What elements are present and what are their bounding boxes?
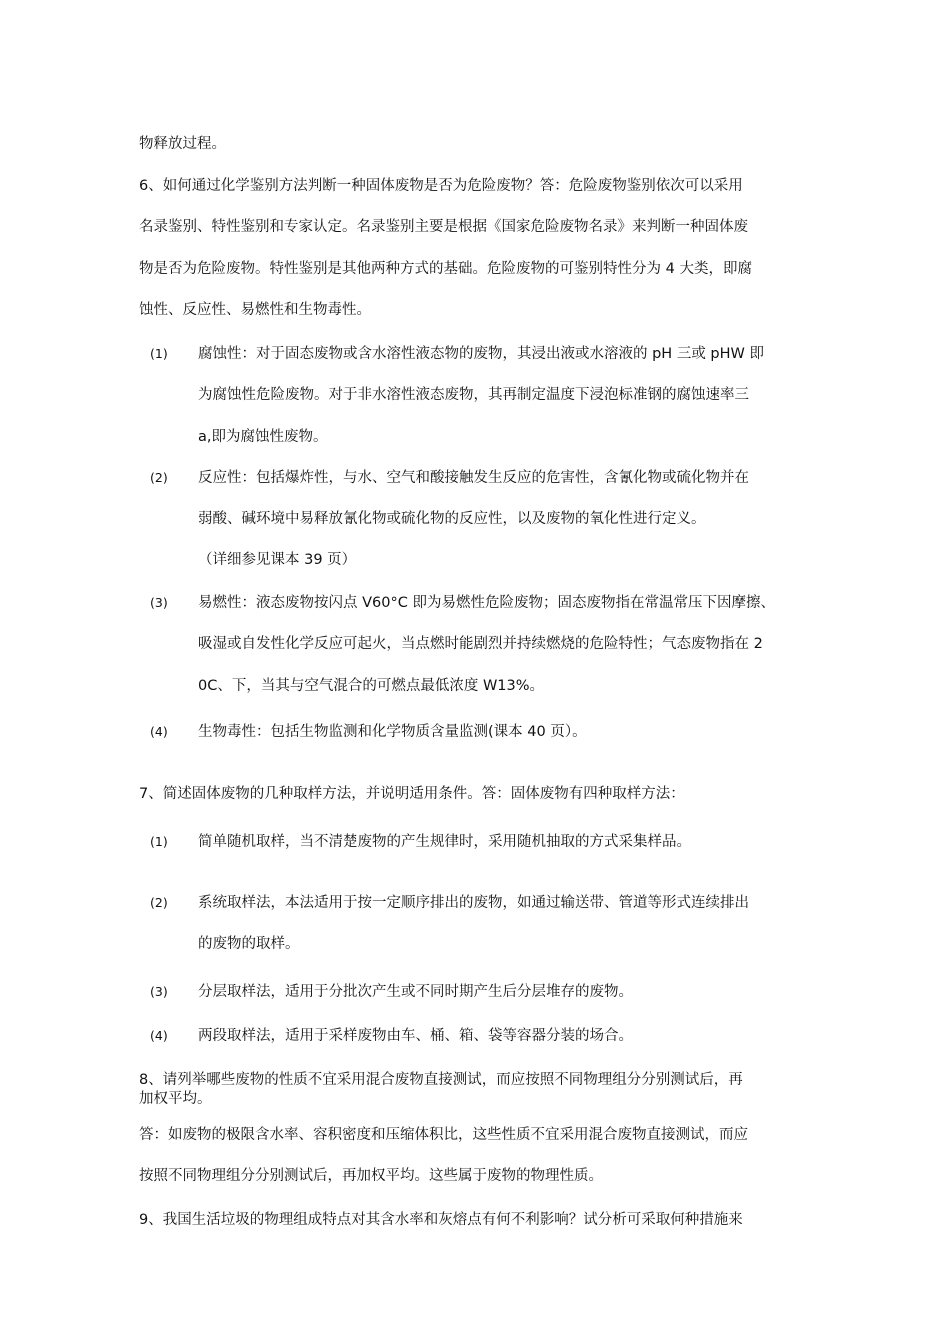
list-item-text: 分层取样法，适用于分批次产生或不同时期产生后分层堆存的废物。	[198, 984, 633, 1000]
list-item-text: 生物毒性：包括生物监测和化学物质含量监测(课本 40 页）。	[198, 724, 587, 740]
question-8: 8、请列举哪些废物的性质不宜采用混合废物直接测试，而应按照不同物理组分分别测试后，再	[139, 1072, 743, 1088]
list-item-text: 腐蚀性：对于固态废物或含水溶性液态物的废物，其浸出液或水溶液的 pH 三或 pHW 即	[198, 346, 764, 362]
note-text: （详细参见课本 39 页）	[198, 552, 357, 568]
list-item-text: a,即为腐蚀性废物。	[198, 429, 328, 445]
question-9: 9、我国生活垃圾的物理组成特点对其含水率和灰熔点有何不利影响？试分析可采取何种措施来	[139, 1212, 743, 1228]
list-item-text: 为腐蚀性危险废物。对于非水溶性液态废物，其再制定温度下浸泡标准钢的腐蚀速率三	[198, 387, 749, 403]
list-item-text: 反应性：包括爆炸性，与水、空气和酸接触发生反应的危害性，含氰化物或硫化物并在	[198, 470, 749, 486]
list-item-text: 0C、下，当其与空气混合的可燃点最低浓度 W13%。	[198, 678, 545, 694]
list-item-text: 简单随机取样，当不清楚废物的产生规律时，采用随机抽取的方式采集样品。	[198, 834, 691, 850]
list-number: (2)	[150, 895, 168, 910]
list-item-text: 系统取样法，本法适用于按一定顺序排出的废物，如通过输送带、管道等形式连续排出	[198, 895, 749, 911]
question-7: 7、简述固体废物的几种取样方法，并说明适用条件。答：固体废物有四种取样方法：	[139, 786, 685, 802]
list-number: (4)	[150, 724, 168, 739]
list-number: (1)	[150, 834, 168, 849]
text-line: 蚀性、反应性、易燃性和生物毒性。	[139, 302, 371, 318]
list-number: (1)	[150, 346, 168, 361]
text-line: 物是否为危险废物。特性鉴别是其他两种方式的基础。危险废物的可鉴别特性分为 4 大类，即腐	[139, 261, 752, 277]
list-item-text: 易燃性：液态废物按闪点 V60°C 即为易燃性危险废物；固态废物指在常温常压下因摩擦、	[198, 595, 775, 611]
answer-text: 答：如废物的极限含水率、容积密度和压缩体积比，这些性质不宜采用混合废物直接测试，而应	[139, 1127, 748, 1143]
answer-text: 按照不同物理组分分别测试后，再加权平均。这些属于废物的物理性质。	[139, 1168, 603, 1184]
list-item-text: 的废物的取样。	[198, 936, 300, 952]
text-line: 名录鉴别、特性鉴别和专家认定。名录鉴别主要是根据《国家危险废物名录》来判断一种固体废	[139, 219, 748, 235]
list-item-text: 两段取样法，适用于采样废物由车、桶、箱、袋等容器分装的场合。	[198, 1028, 633, 1044]
list-number: (3)	[150, 595, 168, 610]
list-number: (2)	[150, 470, 168, 485]
list-number: (3)	[150, 984, 168, 999]
list-item-text: 吸湿或自发性化学反应可起火，当点燃时能剧烈并持续燃烧的危险特性；气态废物指在 2	[198, 636, 763, 652]
text-line: 物释放过程。	[139, 136, 226, 152]
list-number: (4)	[150, 1028, 168, 1043]
list-item-text: 弱酸、碱环境中易释放氰化物或硫化物的反应性，以及废物的氧化性进行定义。	[198, 511, 706, 527]
text-line: 加权平均。	[139, 1091, 212, 1107]
question-6: 6、如何通过化学鉴别方法判断一种固体废物是否为危险废物？答：危险废物鉴别依次可以采用	[139, 178, 743, 194]
